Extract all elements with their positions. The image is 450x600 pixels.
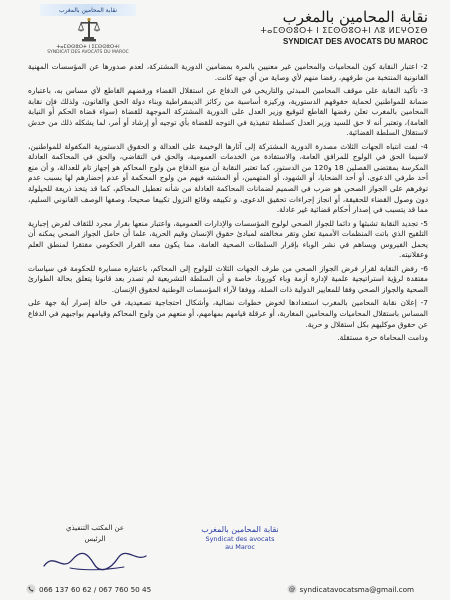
paragraph-7: 7- إعلان نقابة المحامين بالمغرب استعدادها لخوض خطوات نضالية، وأشكال احتجاجية تصعيدية، في حالة إصرار أية جهة على المساس باستقلال المحاميات والمحامين المغاربة، أو عرقلة قيامهم بمهامهم، أو منعهم من ولوج المحاكم وقيامهم بواجبهم في الدفاع عن حقوق موكليهم بكل استقلال و حرية. (28, 298, 428, 329)
email-contact (287, 584, 414, 594)
paragraph-3: 3- تأكيد النقابة على موقف المحامين المبدئي والتاريخي في الدفاع عن استقلال القضاء ورفضهم القاطع لأي مساس به، باعتباره ضمانة للمواطنين لحماية حقوقهم الدستورية، وركيزة أساسية من ركائز الديمقراطية وبناء دولة الحق والقانون، ولذلك فإن نقابة المحامين بالمغرب تعلن رفضها القاطع لتوقيع وزير العدل على الدورية المشتركة الموجهة للقضاة (سواء قضاة الحكم أو النيابة العامة)، وتعتبر أنه لا حق للسيد وزير العدل كسلطة تنفيذية في التوجه للقضاة بأي توجيه أو إرشاد أو أمر، لما يشكله ذلك من خدش لاستقلال السلطة القضائية. (28, 86, 428, 138)
closing-line: ودامت المحاماة حرة مستقلة. (337, 333, 428, 343)
syndicate-logo (40, 4, 136, 56)
stamp-french-line2: au Maroc (225, 543, 255, 551)
signatory-title: الرئيس (84, 535, 106, 543)
signatory-block (55, 523, 135, 545)
letter-body (28, 62, 428, 502)
phone-icon (26, 584, 36, 594)
org-name-french: SYNDICAT DES AVOCATS DU MAROC (282, 37, 428, 46)
paragraph-5: 5- تجديد النقابة تشبثها و دائما للجواز الصحي لولوج المؤسسات والإدارات العمومية، واعتبار منعها بقرار مجرد للثقاف لفرض إجبارية التلقيح الذي باتت المنظمات الأممية تعلن وتقر مخالفته لمبادئ حقوق الإنسان وقيم الحرية، علما أن حامل الجواز الصحي يمكنه أن يحمل الفيروس ويساهم في نشر الوباء بإقرار السلطات الصحية العامة، مما يكون معه القرار الحكومي مفتقرا لمنطق العلم وعقلانيته. (28, 218, 428, 260)
logo-amazigh-text: ⵜⴰⵎⵙⵙⵓⵔⵜ ⵏ ⵉⵎⵙⵙⵓⵔⵜⵏ (56, 44, 120, 50)
stamp-arabic: نقابة المحامين بالمغرب (201, 525, 279, 534)
scales-of-justice-icon (78, 17, 100, 43)
contact-footer (0, 580, 450, 600)
email-address: syndicatavocatsma@gmail.com (299, 584, 414, 594)
logo-banner: نقابة المحامين بالمغرب (40, 4, 136, 16)
at-sign-icon (287, 584, 297, 594)
paragraph-4: 4- لفت انتباه الجهات الثلاث مصدرة الدورية المشتركة إلى آثارها الوخيمة على العدالة و الحقوق الدستورية المكفولة للمواطنين، لاسيما الحق في الولوج للمرافق العامة، والاستفادة من الخدمات العمومية، والحق في التقاضي، والحق في المحاكمة العادلة المكرسة بمقتضى الفصلين 18 و120 من الدستور، كما تعتبر النقابة أن منع الدفاع من ولوج المحاكم هو إجهاز تام للعدالة، و أن منع أحد طرفي الدعوى، أو أحد الضحايا، أو الشهود، أو المتهمين، أو المشتبه فيهم من ولوج المحكمة أو عدم إحضارهم لها بسبب عدم توفرهم على الجواز الصحي هو ضرب في الصميم لضمانات المحاكمة العادلة من شأنه تعطيل المحاكم، كما قد يتخذ ذريعة للحيلولة دون وصول القضاء للحقيقة، أو انجاز إجراءات تحقيق الدعوى، و تكييفه وقائع النزول تكييفا صحيحا، وصفها الوصف القانوني السليم، مما قد يتسبب في إصدار أحكام قضائية غير عادلة. (28, 141, 428, 215)
official-stamp (198, 524, 282, 572)
paragraph-2: 2- اعتبار النقابة كون المحاميات والمحامين غير معنيين بالمرة بمضامين الدورية المشتركة، لعدم صدورها عن المؤسسات المهنية القانونية المنتخبة من طرفهم، رفضا منهم لأي وصاية من أي جهة كانت. (28, 62, 428, 82)
stamp-french-line1: Syndicat des avocats (205, 535, 275, 543)
handwritten-signature (40, 548, 150, 574)
org-name-arabic: نقابة المحامين بالمغرب (282, 8, 428, 26)
organization-name (208, 8, 428, 47)
phone-numbers: 066 137 60 62 / 067 760 50 45 (39, 584, 152, 594)
paragraph-6: 6- رفض النقابة لقرار فرض الجواز الصحي من طرف الجهات الثلاث للولوج إلى المحاكم، باعتباره مسايرة للحكومة في سياسات مفتقدة لرؤية استراتيجية علمية لإدارة أزمة وباء كورونا، خاصة و أن السلطة التشريعية لم تصدر بعد قانونا يتعلق بحالة الطوارئ الصحية والجواز الصحي وفقا للمعايير الدولية ذات الصلة، ووفقا لآراء المؤسسات الوطنية لحقوق الإنسان. (28, 263, 428, 294)
logo-french-text: SYNDICAT DES AVOCATS DU MAROC (47, 50, 129, 55)
signatory-office: عن المكتب التنفيذي (65, 524, 125, 532)
phone-contact (26, 584, 151, 594)
letterhead (0, 0, 450, 60)
svg-text:@: @ (288, 585, 295, 594)
org-name-amazigh: ⵜⴰⵎⵙⵙⵓⵔⵜ ⵏ ⵉⵎⵙⵙⵓⵔⵜⵏ ⴷⵓ ⵍⵎⵖⵔⵉⴱ (260, 26, 428, 35)
